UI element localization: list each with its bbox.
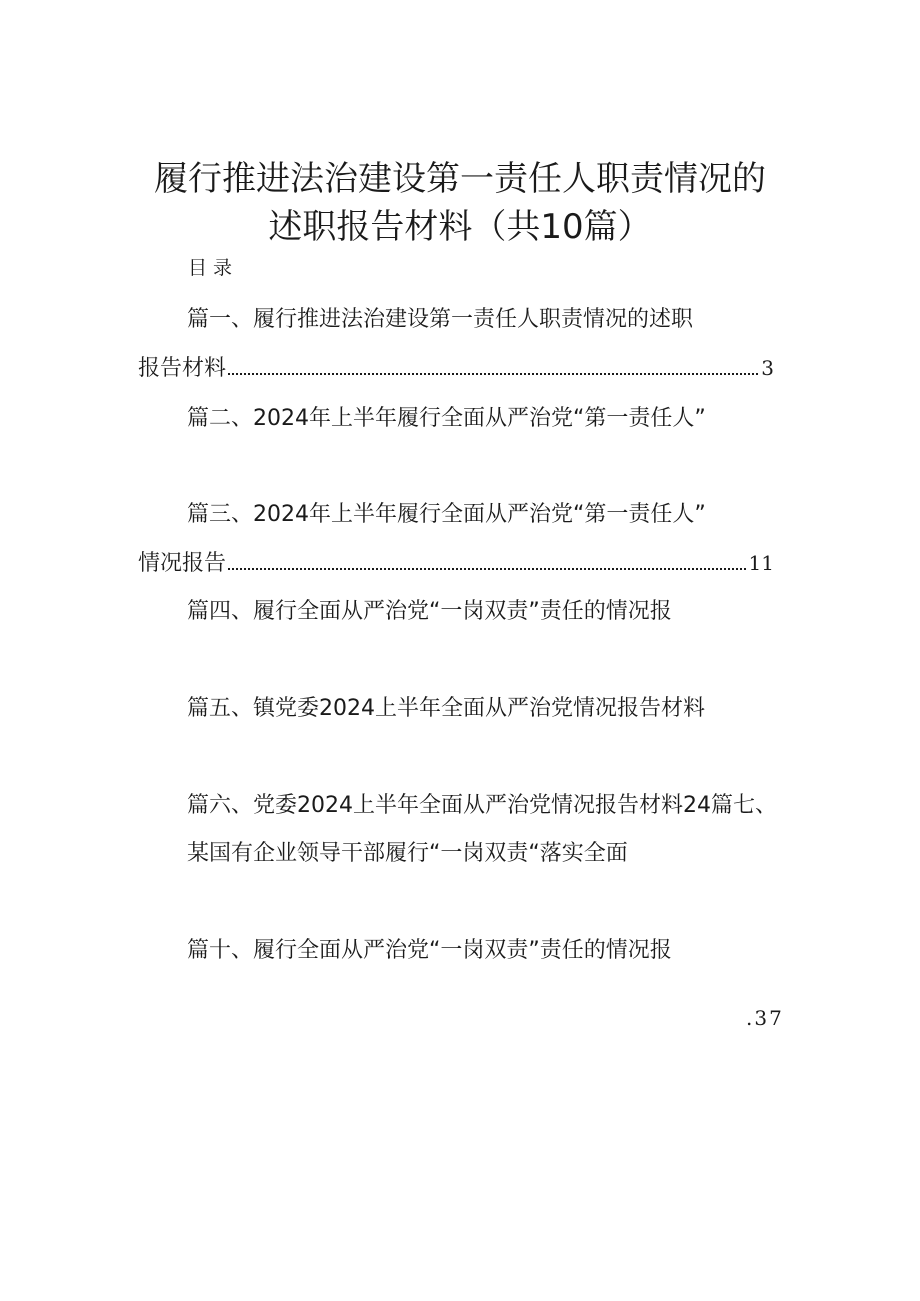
document-title-line-2: 述职报告材料（共10篇） <box>268 206 652 247</box>
toc-entry-3-continuation: 情况报告 <box>138 551 227 576</box>
toc-entry-2-line-1: 篇二、2024年上半年履行全面从严治党“第一责任人” <box>187 406 706 431</box>
toc-heading: 目录 <box>188 257 239 279</box>
trailing-page-number: .37 <box>746 1006 784 1030</box>
document-title-line-1: 履行推进法治建设第一责任人职责情况的 <box>154 158 766 199</box>
dot-leader <box>228 372 758 375</box>
toc-entry-7-line-1: 篇十、履行全面从严治党“一岗双责”责任的情况报 <box>187 938 672 963</box>
toc-entry-3-line-2 <box>138 548 774 579</box>
toc-entry-6-line-2: 某国有企业领导干部履行“一岗双责“落实全面 <box>187 841 628 866</box>
dot-leader <box>228 567 746 570</box>
toc-entry-3-page: 11 <box>748 551 774 575</box>
toc-entry-6-line-1: 篇六、党委2024上半年全面从严治党情况报告材料24篇七、 <box>187 793 777 818</box>
toc-entry-1-line-1: 篇一、履行推进法治建设第一责任人职责情况的述职 <box>187 307 694 332</box>
toc-entry-4-line-1: 篇四、履行全面从严治党“一岗双责”责任的情况报 <box>187 599 672 624</box>
toc-entry-1-page: 3 <box>761 356 774 380</box>
toc-entry-5-line-1: 篇五、镇党委2024上半年全面从严治党情况报告材料 <box>187 696 705 721</box>
toc-entry-1-line-2 <box>138 353 774 384</box>
toc-entry-3-line-1: 篇三、2024年上半年履行全面从严治党“第一责任人” <box>187 502 706 527</box>
toc-entry-1-continuation: 报告材料 <box>138 356 227 381</box>
